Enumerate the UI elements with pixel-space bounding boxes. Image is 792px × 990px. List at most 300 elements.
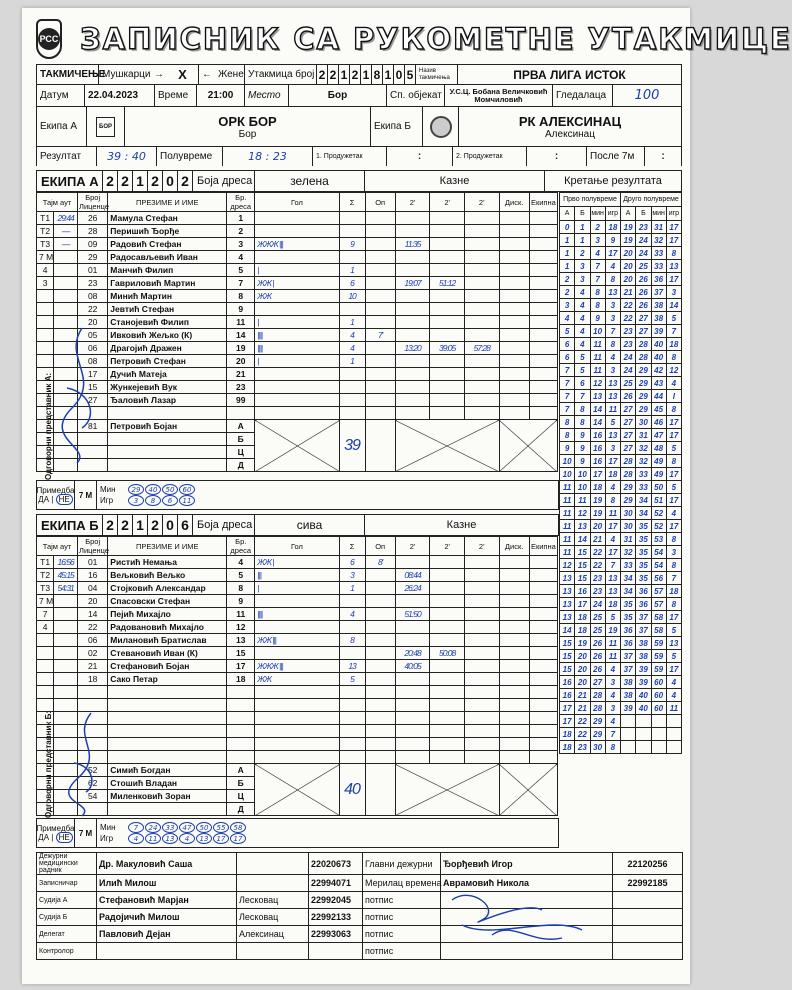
timeout-row-label: T1 xyxy=(37,212,54,225)
goals-sum: 8 xyxy=(339,634,365,647)
place-value: Бор xyxy=(289,85,387,106)
progress-cell: 21 xyxy=(590,533,605,546)
warning xyxy=(365,394,395,407)
player-row xyxy=(37,316,558,329)
goals-sum xyxy=(339,407,365,420)
disqualification xyxy=(499,277,529,290)
goals-tally: ЖЖ xyxy=(255,673,339,686)
progress-cell: 11 xyxy=(666,702,681,715)
progress-cell: 7 xyxy=(605,559,620,572)
remark-no[interactable]: НЕ xyxy=(56,494,73,505)
disqualification xyxy=(499,686,529,699)
progress-cell: 4 xyxy=(666,676,681,689)
license-no: 15 xyxy=(78,381,108,394)
progress-cell xyxy=(666,728,681,741)
progress-cell: 11 xyxy=(590,364,605,377)
seven-m-player: 8 xyxy=(145,495,161,506)
progress-cell: 21 xyxy=(621,286,636,299)
footer-role: Главни дежурни xyxy=(363,853,441,875)
progress-cell: 26 xyxy=(590,650,605,663)
progress-cell: 22 xyxy=(590,559,605,572)
second-half-label: Друго полувреме xyxy=(621,193,682,207)
official-mark: Б xyxy=(227,777,255,790)
footer-city xyxy=(237,943,309,960)
crossed-dq-cell xyxy=(499,764,558,816)
team-penalty xyxy=(529,725,557,738)
team-penalty xyxy=(529,381,557,394)
progress-cell: 11 xyxy=(605,637,620,650)
suspension-1 xyxy=(395,699,430,712)
goals-tally: | xyxy=(255,264,339,277)
team-a-penalties-label: Казне xyxy=(365,171,545,191)
footer-role-license xyxy=(613,943,683,960)
suspension-1 xyxy=(395,673,430,686)
progress-row xyxy=(560,429,682,442)
timeout-value: 54:31 xyxy=(54,582,78,595)
disqualification xyxy=(499,699,529,712)
suspension-3 xyxy=(464,751,499,764)
timeout-value xyxy=(54,660,78,673)
suspension-2: 51:12 xyxy=(430,277,465,290)
player-name: Станојевић Филип xyxy=(108,316,227,329)
player-row xyxy=(37,569,558,582)
progress-cell: 22 xyxy=(575,715,590,728)
goals-tally: ЖЖ ||| xyxy=(255,634,339,647)
seven-m-player: 17 xyxy=(230,833,246,844)
goals-sum xyxy=(339,621,365,634)
remark-yes[interactable]: ДА xyxy=(38,833,50,842)
warning xyxy=(365,368,395,381)
disqualification xyxy=(499,621,529,634)
progress-cell: 17 xyxy=(605,520,620,533)
progress-cell: 26 xyxy=(636,299,651,312)
team-a-remark: Примедба ДА | НЕ xyxy=(37,481,75,509)
progress-row xyxy=(560,520,682,533)
suspension-2: 39:05 xyxy=(430,342,465,355)
jersey-no: 8 xyxy=(227,290,255,303)
warning xyxy=(365,264,395,277)
team-penalty xyxy=(529,238,557,251)
progress-cell: 18 xyxy=(666,585,681,598)
crossed-goal-cell xyxy=(255,764,339,816)
team-penalty xyxy=(529,699,557,712)
progress-cell: 10 xyxy=(560,455,575,468)
progress-row xyxy=(560,260,682,273)
progress-cell: 4 xyxy=(575,338,590,351)
progress-cell: 11 xyxy=(590,351,605,364)
player-name xyxy=(108,686,227,699)
license-no: 01 xyxy=(78,556,108,569)
progress-cell: 35 xyxy=(636,559,651,572)
progress-cell: 13 xyxy=(605,377,620,390)
blank xyxy=(365,764,395,816)
jersey-no xyxy=(227,725,255,738)
team-b-remark-label: Примедба xyxy=(36,824,75,833)
suspension-2 xyxy=(430,556,465,569)
progress-cell: 17 xyxy=(605,546,620,559)
player-name xyxy=(108,738,227,751)
progress-cell: 13 xyxy=(605,585,620,598)
jersey-no: 11 xyxy=(227,608,255,621)
progress-cell xyxy=(651,741,666,754)
progress-cell: 35 xyxy=(636,533,651,546)
progress-cell: 2 xyxy=(560,273,575,286)
timeout-row-label xyxy=(37,660,54,673)
progress-cell: 26 xyxy=(590,637,605,650)
goals-tally: | xyxy=(255,582,339,595)
timeout-row-label xyxy=(37,673,54,686)
disqualification xyxy=(499,660,529,673)
suspension-2 xyxy=(430,251,465,264)
place-label: Место xyxy=(245,85,289,106)
overtime2-sep: : xyxy=(527,147,587,166)
match-digit: 5 xyxy=(405,65,416,84)
suspension-3 xyxy=(464,660,499,673)
warning xyxy=(365,251,395,264)
progress-cell: 36 xyxy=(636,585,651,598)
team-penalty xyxy=(529,621,557,634)
disqualification xyxy=(499,225,529,238)
progress-cell: 1 xyxy=(560,234,575,247)
progress-cell: 7 xyxy=(560,364,575,377)
half-value: 18 : 23 xyxy=(223,147,313,166)
suspension-1 xyxy=(395,738,430,751)
progress-cell: 9 xyxy=(590,312,605,325)
team-penalty xyxy=(529,394,557,407)
page-title: ЗАПИСНИК СА РУКОМЕТНЕ УТАКМИЦЕ xyxy=(80,22,792,56)
seven-m-minute: 47 xyxy=(179,822,195,833)
progress-cell: 3 xyxy=(605,442,620,455)
progress-cell: 13 xyxy=(605,429,620,442)
progress-cell: 11 xyxy=(560,546,575,559)
goals-tally xyxy=(255,686,339,699)
competition-label: ТАКМИЧЕЊЕ xyxy=(37,65,99,84)
progress-row xyxy=(560,247,682,260)
progress-cell: 27 xyxy=(621,442,636,455)
warning xyxy=(365,634,395,647)
player-name: Жункејевић Вук xyxy=(108,381,227,394)
progress-cell: 29 xyxy=(636,390,651,403)
progress-cell: 49 xyxy=(651,455,666,468)
suspension-3 xyxy=(464,251,499,264)
seven-m-player: 6 xyxy=(162,495,178,506)
goals-tally xyxy=(255,407,339,420)
jersey-no xyxy=(227,712,255,725)
after7m-label: После 7м xyxy=(587,147,645,166)
team-penalty xyxy=(529,303,557,316)
warning xyxy=(365,407,395,420)
min-label: Мин xyxy=(100,823,116,832)
disqualification xyxy=(499,634,529,647)
progress-cell: 7 xyxy=(560,377,575,390)
progress-row xyxy=(560,286,682,299)
progress-row xyxy=(560,338,682,351)
progress-cell: 5 xyxy=(666,624,681,637)
progress-cell: 7 xyxy=(560,403,575,416)
progress-cell: 3 xyxy=(575,260,590,273)
suspension-1 xyxy=(395,225,430,238)
suspension-3 xyxy=(464,647,499,660)
remark-yes[interactable]: ДА xyxy=(38,495,50,504)
team-penalty xyxy=(529,634,557,647)
progress-cell: 37 xyxy=(621,650,636,663)
player-row xyxy=(37,647,558,660)
team-penalty xyxy=(529,686,557,699)
team-b-color: сива xyxy=(255,515,365,535)
progress-cell: 3 xyxy=(605,364,620,377)
progress-cell: 1 xyxy=(575,221,590,234)
progress-cell: 17 xyxy=(666,468,681,481)
jersey-no: 12 xyxy=(227,621,255,634)
timeout-row-label: 3 xyxy=(37,277,54,290)
progress-cell: 8 xyxy=(605,741,620,754)
timeout-row-label: T2 xyxy=(37,569,54,582)
jersey-no xyxy=(227,751,255,764)
progress-cell: 13 xyxy=(560,598,575,611)
progress-cell: 6 xyxy=(560,338,575,351)
player-name xyxy=(108,407,227,420)
disqualification xyxy=(499,329,529,342)
progress-cell: 28 xyxy=(621,455,636,468)
progress-cell: 7 xyxy=(605,728,620,741)
goals-tally xyxy=(255,394,339,407)
progress-cell: 15 xyxy=(575,546,590,559)
player-name: Вељковић Вељко xyxy=(108,569,227,582)
goals-tally: ЖЖ xyxy=(255,290,339,303)
progress-cell: 17 xyxy=(666,520,681,533)
footer-license: 22994071 xyxy=(309,875,363,892)
player-name: Милановић Братислав xyxy=(108,634,227,647)
official-license: 81 xyxy=(78,420,108,433)
match-digit: 2 xyxy=(350,65,361,84)
progress-cell: 28 xyxy=(636,338,651,351)
player-row xyxy=(37,686,558,699)
progress-cell: 39 xyxy=(651,325,666,338)
progress-cell: 23 xyxy=(636,221,651,234)
team-b-penalties-label: Казне xyxy=(446,519,477,531)
progress-cell: 33 xyxy=(636,468,651,481)
progress-cell: 21 xyxy=(575,702,590,715)
player-name: Ђаловић Лазар xyxy=(108,394,227,407)
igr-label: Игр xyxy=(100,496,114,505)
footer-role: Мерилац времена xyxy=(363,875,441,892)
progress-row xyxy=(560,546,682,559)
team-b-header xyxy=(36,514,559,536)
progress-row xyxy=(560,702,682,715)
progress-row xyxy=(560,598,682,611)
venue-label: Сп. објекат xyxy=(387,85,445,106)
jersey-no: 14 xyxy=(227,329,255,342)
footer-label: Дежурни медицински радник xyxy=(37,853,97,875)
progress-cell: 3 xyxy=(575,273,590,286)
progress-cell: 54 xyxy=(651,546,666,559)
progress-cell: 19 xyxy=(590,494,605,507)
footer-label: Записничар xyxy=(37,875,97,892)
seven-m-player: 17 xyxy=(213,833,229,844)
goals-tally: ЖЖЖ ||| xyxy=(255,660,339,673)
progress-cell: 17 xyxy=(666,416,681,429)
progress-cell: 29 xyxy=(636,377,651,390)
jersey-no: 5 xyxy=(227,569,255,582)
disqualification xyxy=(499,556,529,569)
team-b-name: РК АЛЕКСИНАЦ xyxy=(518,113,622,129)
progress-cell: 29 xyxy=(590,728,605,741)
disqualification xyxy=(499,368,529,381)
license-no: 08 xyxy=(78,290,108,303)
goals-sum xyxy=(339,647,365,660)
player-row xyxy=(37,381,558,394)
license-no: 18 xyxy=(78,673,108,686)
progress-cell: 40 xyxy=(651,338,666,351)
match-digit: 8 xyxy=(372,65,383,84)
progress-cell: 4 xyxy=(575,325,590,338)
progress-cell: 15 xyxy=(560,637,575,650)
progress-cell: 4 xyxy=(575,312,590,325)
team-total: 39 xyxy=(339,420,365,472)
disqualification xyxy=(499,569,529,582)
disqualification xyxy=(499,751,529,764)
suspension-1 xyxy=(395,290,430,303)
team-penalty xyxy=(529,556,557,569)
goals-tally: | xyxy=(255,355,339,368)
disqualification xyxy=(499,251,529,264)
ball-icon xyxy=(430,116,452,138)
progress-cell: 9 xyxy=(560,442,575,455)
progress-cell: 27 xyxy=(621,416,636,429)
progress-row xyxy=(560,403,682,416)
jersey-no xyxy=(227,407,255,420)
progress-row xyxy=(560,663,682,676)
progress-cell: 49 xyxy=(651,468,666,481)
progress-cell: 7 xyxy=(590,273,605,286)
progress-cell: 21 xyxy=(575,689,590,702)
progress-cell: 27 xyxy=(621,403,636,416)
progress-cell: 38 xyxy=(621,676,636,689)
goals-tally: |||| xyxy=(255,342,339,355)
license-no xyxy=(78,686,108,699)
progress-cell: 15 xyxy=(575,559,590,572)
official-license: 62 xyxy=(78,777,108,790)
progress-cell: 39 xyxy=(636,676,651,689)
goals-sum: 10 xyxy=(339,290,365,303)
time-value: 21:00 xyxy=(197,85,245,106)
warning xyxy=(365,355,395,368)
warning xyxy=(365,725,395,738)
progress-cell xyxy=(666,741,681,754)
disqualification xyxy=(499,407,529,420)
progress-cell: 10 xyxy=(560,468,575,481)
progress-cell: 24 xyxy=(621,351,636,364)
progress-cell: 34 xyxy=(636,494,651,507)
suspension-2 xyxy=(430,225,465,238)
license-no: 29 xyxy=(78,251,108,264)
progress-cell: 8 xyxy=(575,403,590,416)
footer-label: Контролор xyxy=(37,943,97,960)
progress-row xyxy=(560,533,682,546)
progress-cell xyxy=(636,728,651,741)
team-penalty xyxy=(529,595,557,608)
team-b-signature xyxy=(56,708,116,818)
suspension-2 xyxy=(430,238,465,251)
disqualification xyxy=(499,608,529,621)
crossed-penalty-cell xyxy=(395,764,499,816)
player-name: Радосављевић Иван xyxy=(108,251,227,264)
official-license: 52 xyxy=(78,764,108,777)
suspension-3 xyxy=(464,277,499,290)
suspension-2 xyxy=(430,725,465,738)
progress-row xyxy=(560,637,682,650)
arrow-left-icon: ← xyxy=(202,69,212,80)
progress-cell: 29 xyxy=(636,403,651,416)
progress-cell xyxy=(636,741,651,754)
team-b-code-digit: 1 xyxy=(133,515,148,535)
progress-cell: 5 xyxy=(560,325,575,338)
warning: 7' xyxy=(365,329,395,342)
goals-tally xyxy=(255,621,339,634)
suspension-2 xyxy=(430,608,465,621)
progress-row xyxy=(560,676,682,689)
suspension-1 xyxy=(395,751,430,764)
progress-cell: 22 xyxy=(575,728,590,741)
player-row xyxy=(37,556,558,569)
timeout-value xyxy=(54,290,78,303)
goals-tally xyxy=(255,303,339,316)
progress-cell: 9 xyxy=(575,442,590,455)
suspension-3 xyxy=(464,556,499,569)
suspension-1 xyxy=(395,407,430,420)
player-name: Манчић Филип xyxy=(108,264,227,277)
remark-no[interactable]: НЕ xyxy=(56,832,73,843)
player-name: Петровић Стефан xyxy=(108,355,227,368)
progress-cell: 30 xyxy=(621,507,636,520)
progress-cell: 24 xyxy=(636,247,651,260)
overtime1-label: 1. Продужетак xyxy=(313,147,387,166)
progress-cell: 20 xyxy=(575,676,590,689)
progress-cell: 13 xyxy=(605,286,620,299)
disqualification xyxy=(499,355,529,368)
suspension-1: 19:07 xyxy=(395,277,430,290)
progress-cell: 15 xyxy=(560,663,575,676)
footer-license: 22020673 xyxy=(309,853,363,875)
crossed-penalty-cell xyxy=(395,420,499,472)
player-row xyxy=(37,277,558,290)
suspension-2 xyxy=(430,686,465,699)
footer-license: 22992045 xyxy=(309,892,363,909)
footer-license: 22993063 xyxy=(309,926,363,943)
team-b-code-digit: 0 xyxy=(163,515,178,535)
progress-cell: 23 xyxy=(621,338,636,351)
progress-cell: 36 xyxy=(621,624,636,637)
progress-row xyxy=(560,234,682,247)
progress-cell: 16 xyxy=(560,689,575,702)
progress-cell: 5 xyxy=(575,351,590,364)
goals-tally: ЖЖ | xyxy=(255,277,339,290)
progress-cell: 16 xyxy=(575,585,590,598)
suspension-1 xyxy=(395,556,430,569)
goals-sum: 5 xyxy=(339,673,365,686)
goals-tally xyxy=(255,368,339,381)
seven-m-minute: 40 xyxy=(145,484,161,495)
referee-signatures xyxy=(432,880,612,950)
timeout-value: 16:56 xyxy=(54,556,78,569)
seven-m-minute: 58 xyxy=(230,822,246,833)
suspension-2 xyxy=(430,381,465,394)
jersey-no xyxy=(227,686,255,699)
progress-cell: 11 xyxy=(605,650,620,663)
warning xyxy=(365,647,395,660)
jersey-no xyxy=(227,699,255,712)
progress-cell: 13 xyxy=(560,572,575,585)
